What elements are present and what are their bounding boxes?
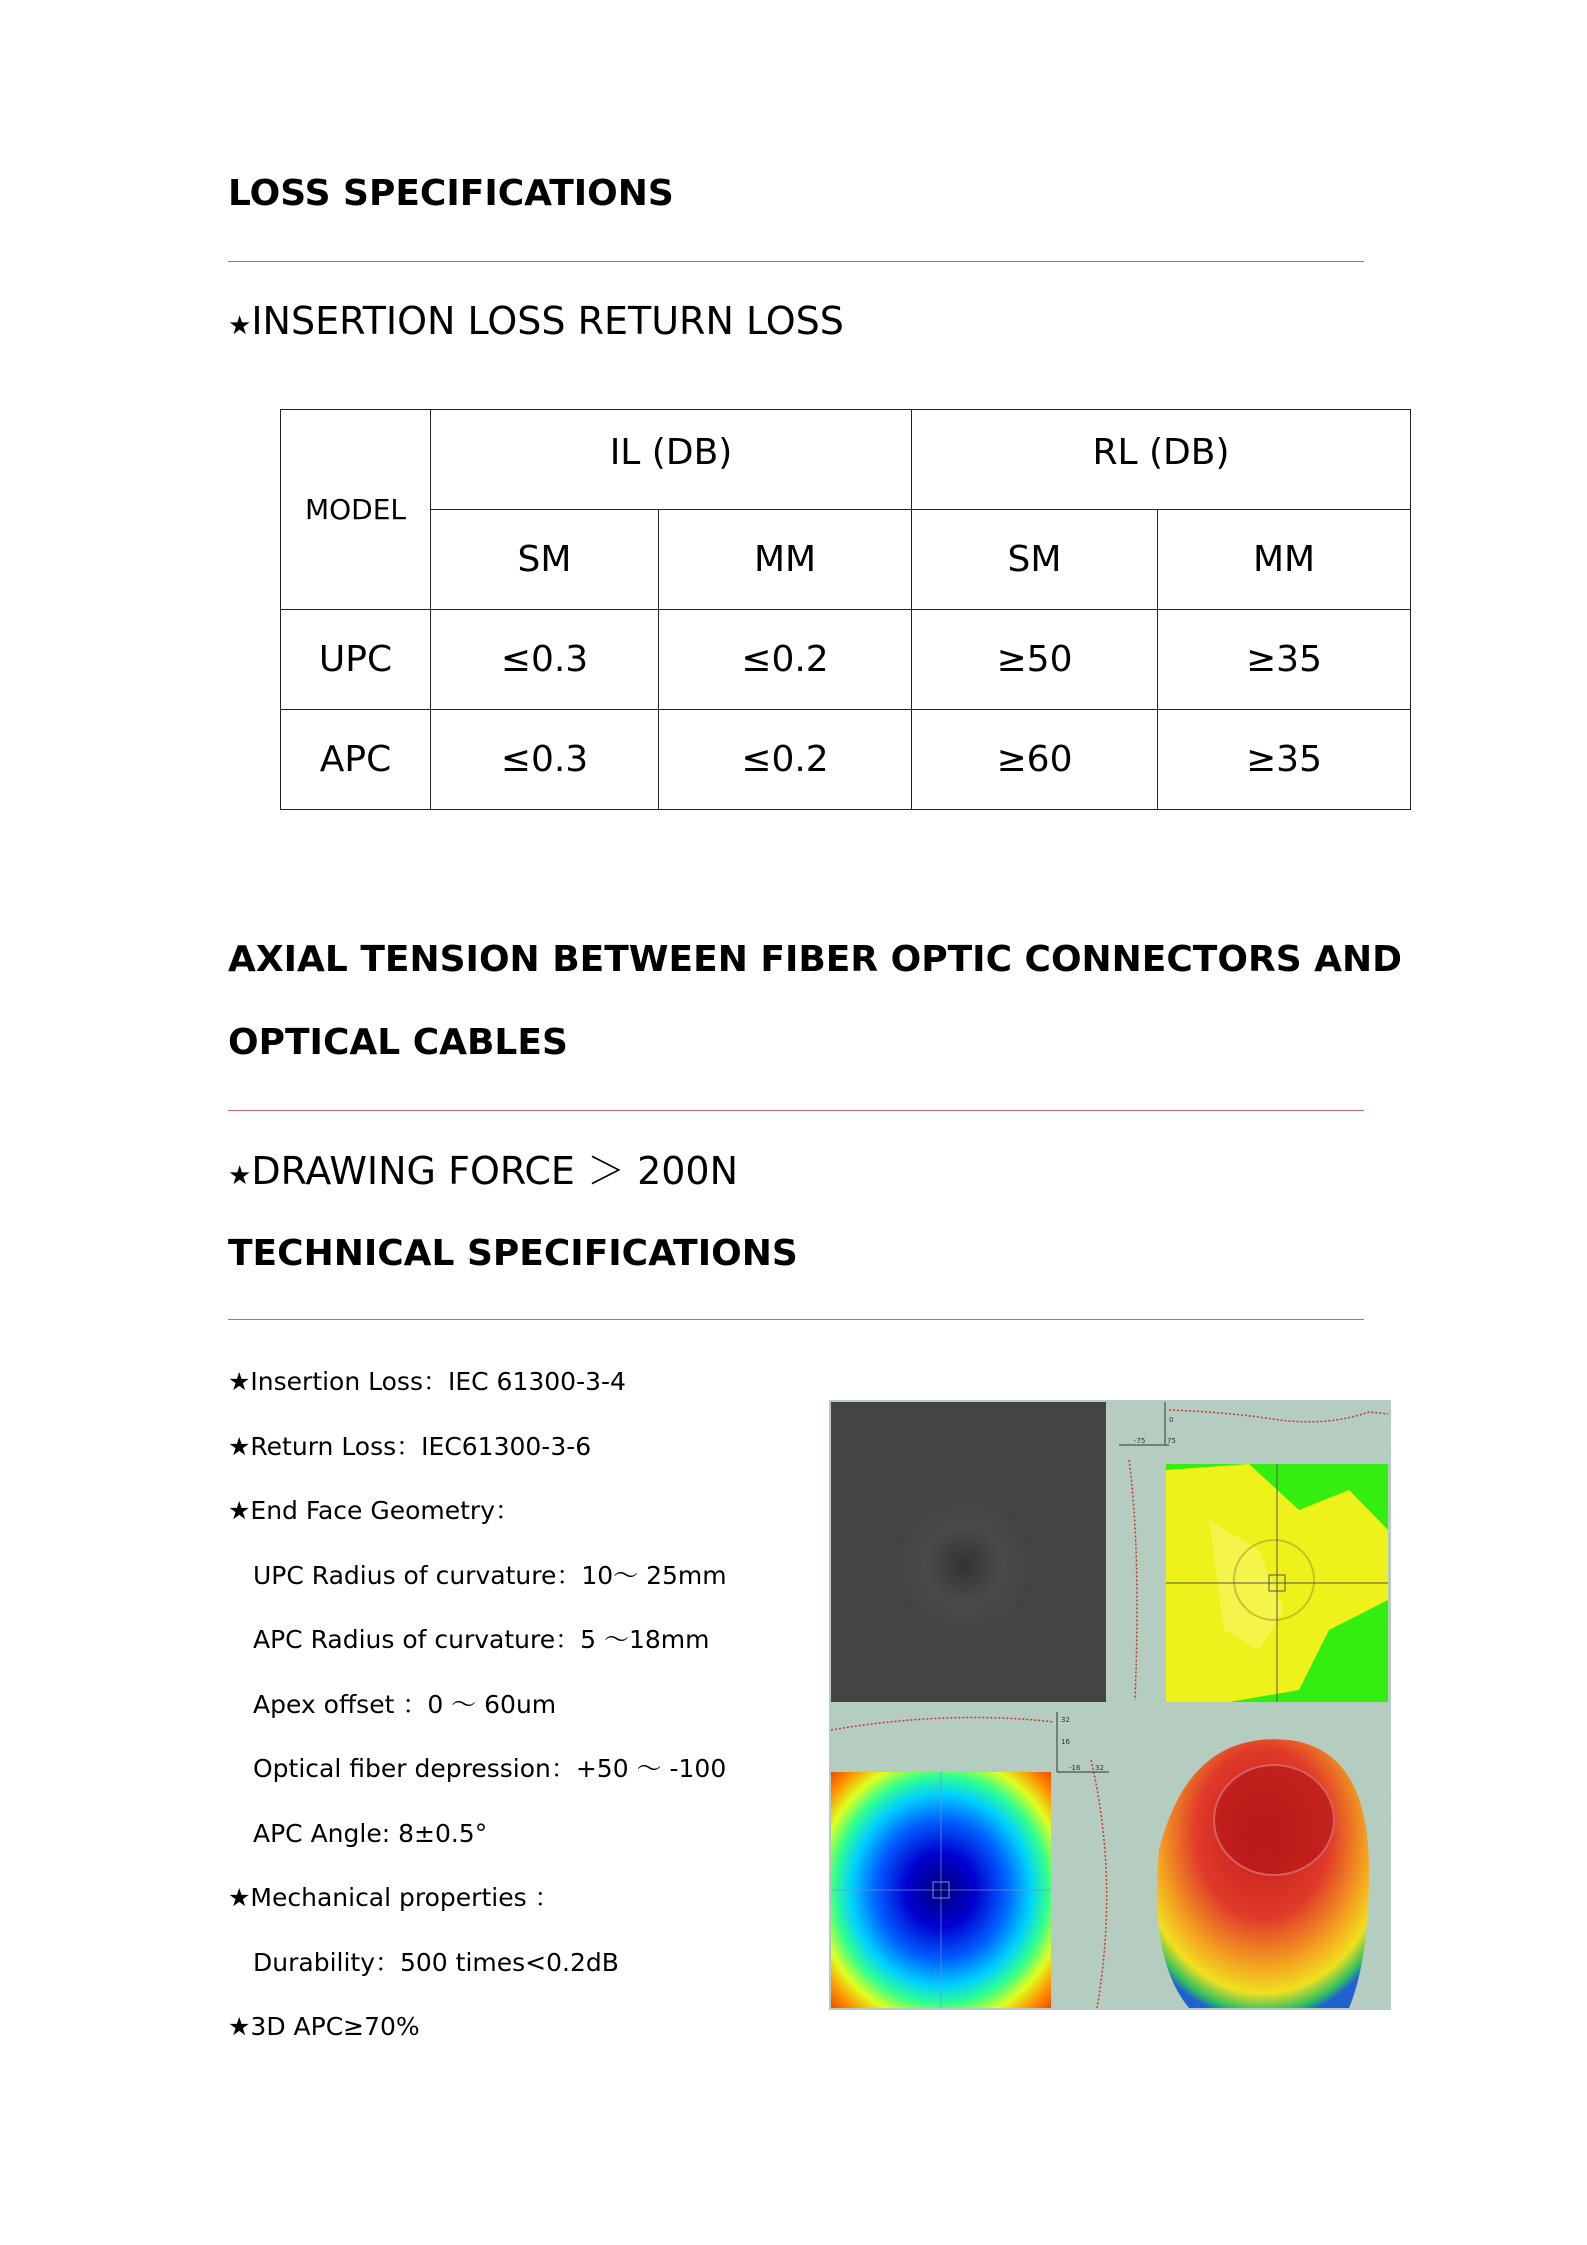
spec-apc-angle: APC Angle: 8±0.5° xyxy=(253,1819,488,1848)
divider xyxy=(228,1319,1364,1320)
table-row xyxy=(281,610,1411,710)
axis-tick: 32 xyxy=(1061,1716,1070,1724)
end-face-interferometry-figure xyxy=(829,1400,1391,2010)
section-title-technical: TECHNICAL SPECIFICATIONS xyxy=(228,1233,798,1274)
subheader-il-mm: MM xyxy=(659,510,912,610)
cell-rl-mm: ≥35 xyxy=(1158,610,1411,710)
cell-il-mm: ≤0.2 xyxy=(659,610,912,710)
star-icon: ★ xyxy=(228,311,252,341)
spec-upc-radius: UPC Radius of curvature：10～ 25mm xyxy=(253,1561,727,1590)
spec-apc-radius: APC Radius of curvature：5 ～18mm xyxy=(253,1625,710,1654)
cell-model: APC xyxy=(281,710,431,810)
star-icon: ★ xyxy=(228,1161,252,1191)
subheader-rl-sm: SM xyxy=(912,510,1158,610)
section-title-axial-tension-line2: OPTICAL CABLES xyxy=(228,1022,568,1063)
axis-tick: 32 xyxy=(1095,1764,1104,1772)
axis-tick: -16 xyxy=(1069,1764,1081,1772)
axis-tick: 16 xyxy=(1061,1738,1070,1746)
subtitle-insertion-return-loss: ★INSERTION LOSS RETURN LOSS xyxy=(228,299,844,343)
spec-end-face-geometry: ★End Face Geometry： xyxy=(228,1496,521,1525)
divider xyxy=(228,261,1364,262)
axis-tick: -75 xyxy=(1134,1437,1146,1445)
cell-il-sm: ≤0.3 xyxy=(431,710,659,810)
cell-rl-sm: ≥60 xyxy=(912,710,1158,810)
header-model: MODEL xyxy=(281,410,431,610)
subheader-rl-mm: MM xyxy=(1158,510,1411,610)
spec-apex-offset: Apex offset ：0 ～ 60um xyxy=(253,1690,557,1719)
subtitle-drawing-force: ★DRAWING FORCE ＞ 200N xyxy=(228,1149,739,1193)
header-rl: RL (DB) xyxy=(912,410,1411,510)
section-title-loss: LOSS SPECIFICATIONS xyxy=(228,173,674,214)
axis-tick: 0 xyxy=(1169,1416,1174,1424)
spec-fiber-depression: Optical fiber depression：+50 ～ -100 xyxy=(253,1754,727,1783)
spec-durability: Durability：500 times<0.2dB xyxy=(253,1948,619,1977)
subheader-il-sm: SM xyxy=(431,510,659,610)
spec-return-loss: ★Return Loss：IEC61300-3-6 xyxy=(228,1432,592,1461)
cell-il-sm: ≤0.3 xyxy=(431,610,659,710)
table-row xyxy=(281,710,1411,810)
cell-rl-mm: ≥35 xyxy=(1158,710,1411,810)
cell-model: UPC xyxy=(281,610,431,710)
divider xyxy=(228,1110,1364,1111)
spec-insertion-loss: ★Insertion Loss：IEC 61300-3-4 xyxy=(228,1367,626,1396)
spec-3d-apc: ★3D APC≥70% xyxy=(228,2012,420,2041)
axis-tick: 75 xyxy=(1167,1437,1176,1445)
cell-il-mm: ≤0.2 xyxy=(659,710,912,810)
header-il: IL (DB) xyxy=(431,410,912,510)
spec-mechanical: ★Mechanical properties ： xyxy=(228,1883,560,1912)
loss-spec-table xyxy=(280,409,1411,810)
section-title-axial-tension-line1: AXIAL TENSION BETWEEN FIBER OPTIC CONNECTORS AND xyxy=(228,939,1403,980)
cell-rl-sm: ≥50 xyxy=(912,610,1158,710)
